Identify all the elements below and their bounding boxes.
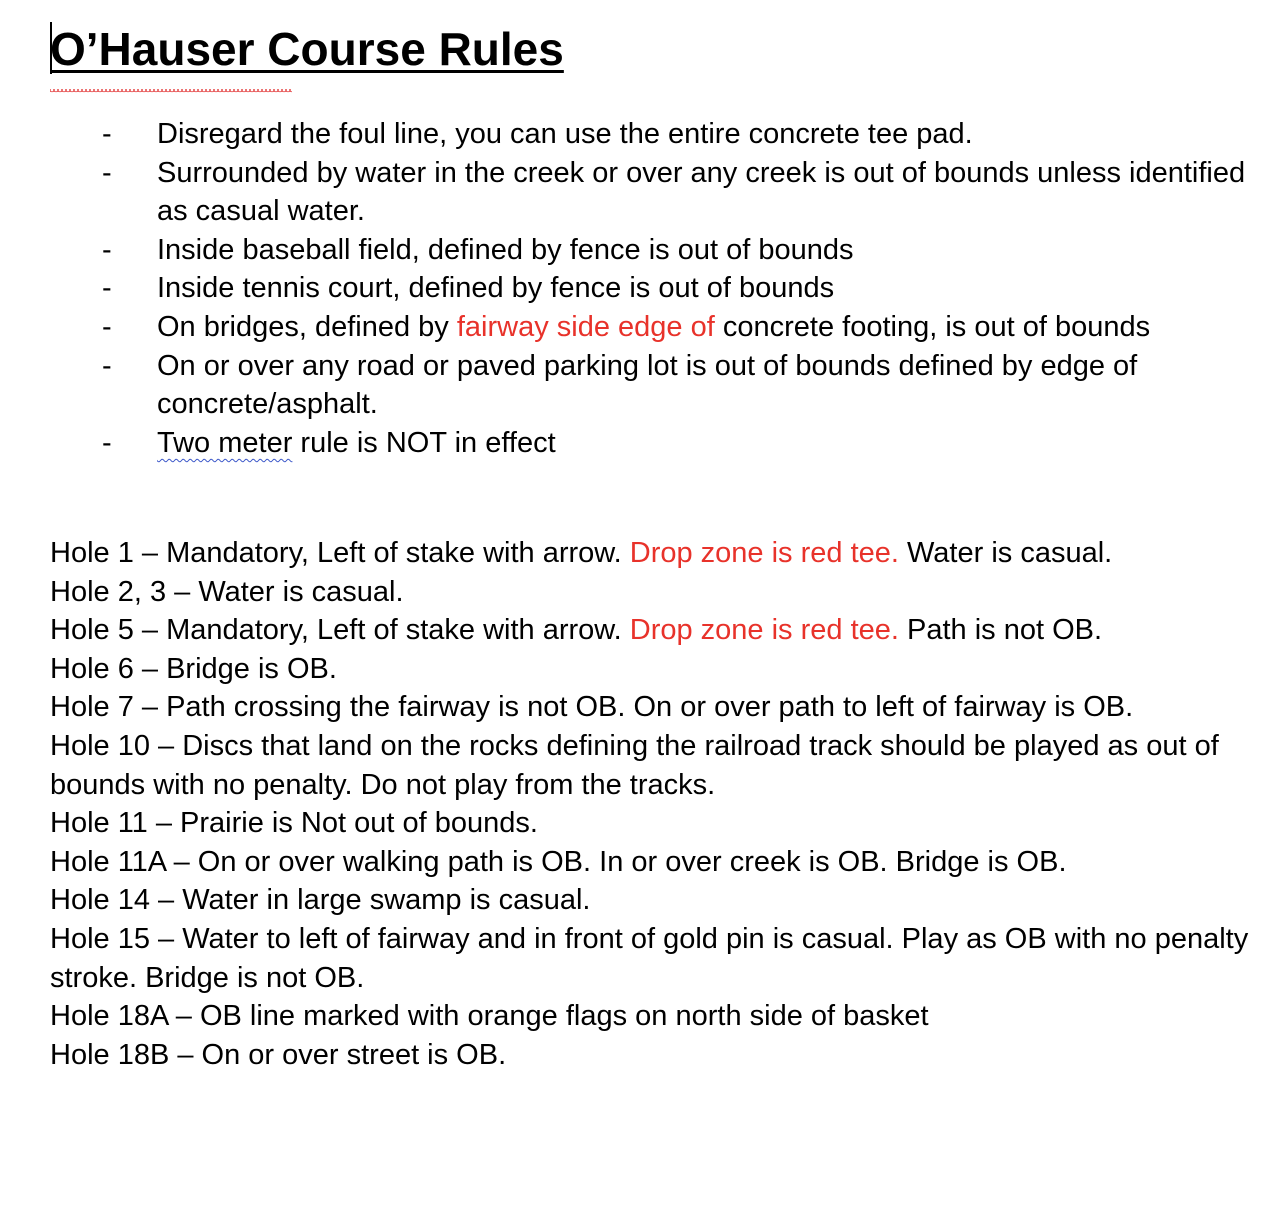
bullet-dash: -: [102, 233, 112, 266]
general-rules-list: [0, 115, 1276, 462]
rule-item[interactable]: [0, 347, 1276, 424]
hole-rule[interactable]: Hole 2, 3 – Water is casual.: [50, 575, 404, 608]
rule-item[interactable]: [0, 269, 1276, 308]
bullet-dash: -: [102, 310, 112, 343]
rule-text: Surrounded by water in the creek or over any creek is out of bounds unless identified as casual water.: [157, 156, 1246, 228]
grammar-flagged-text[interactable]: Two meter: [157, 426, 293, 459]
hole-rule[interactable]: Hole 11A – On or over walking path is OB. In or over creek is OB. Bridge is OB.: [50, 845, 1067, 878]
highlighted-red-text: Drop zone is red tee.: [629, 537, 899, 569]
rule-text: Disregard the foul line, you can use the entire concrete tee pad.: [157, 118, 973, 150]
hole-rule[interactable]: [50, 611, 1260, 650]
hole-rule-end: Water is casual.: [898, 537, 1113, 569]
hole-rule[interactable]: Hole 11 – Prairie is Not out of bounds.: [50, 807, 538, 840]
rule-text: Inside tennis court, defined by fence is out of bounds: [157, 272, 835, 305]
hole-rule-start: Hole 5 – Mandatory, Left of stake with arrow.: [50, 614, 630, 647]
page-title[interactable]: O’Hauser Course Rules: [50, 23, 564, 75]
rule-text-end: rule is NOT in effect: [292, 426, 556, 459]
bullet-dash: -: [102, 156, 112, 189]
title-block: [50, 18, 564, 80]
rule-text: On or over any road or paved parking lot is out of bounds defined by edge of concrete/asphalt.: [157, 349, 1138, 421]
rule-text: Inside baseball field, defined by fence is out of bounds: [157, 233, 854, 266]
hole-rules-section: [50, 534, 1260, 1074]
highlighted-red-text: Drop zone is red tee.: [629, 614, 899, 647]
rule-text-end: concrete footing, is out of bounds: [714, 310, 1151, 343]
hole-rule[interactable]: Hole 10 – Discs that land on the rocks defining the railroad track should be played as out of bounds with no penalty. Do not play from the tracks.: [50, 729, 1219, 801]
highlighted-red-text: fairway side edge of: [456, 310, 715, 343]
hole-rule[interactable]: Hole 6 – Bridge is OB.: [50, 652, 337, 685]
rule-item[interactable]: [0, 424, 1276, 463]
rule-item[interactable]: [0, 308, 1276, 347]
hole-rule[interactable]: [50, 534, 1260, 573]
hole-rule-start: Hole 1 – Mandatory, Left of stake with arrow.: [50, 537, 630, 569]
bullet-dash: -: [102, 272, 112, 305]
hole-rule-end: Path is not OB.: [898, 614, 1103, 647]
bullet-dash: -: [102, 118, 112, 150]
bullet-dash: -: [102, 426, 112, 459]
hole-rule[interactable]: Hole 18A – OB line marked with orange flags on north side of basket: [50, 1000, 929, 1033]
bullet-dash: -: [102, 349, 112, 382]
spellcheck-underline: [50, 89, 292, 94]
rule-item[interactable]: [0, 231, 1276, 270]
hole-rule[interactable]: Hole 14 – Water in large swamp is casual.: [50, 884, 591, 917]
rule-text-start: On bridges, defined by: [157, 310, 457, 343]
rule-item[interactable]: [0, 115, 1276, 154]
rule-item[interactable]: [0, 154, 1276, 231]
hole-rule[interactable]: Hole 15 – Water to left of fairway and in front of gold pin is casual. Play as OB with no penalty stroke. Bridge is not OB.: [50, 922, 1249, 994]
hole-rule[interactable]: Hole 18B – On or over street is OB.: [50, 1038, 507, 1071]
hole-rule[interactable]: Hole 7 – Path crossing the fairway is not OB. On or over path to left of fairway is OB.: [50, 691, 1134, 724]
